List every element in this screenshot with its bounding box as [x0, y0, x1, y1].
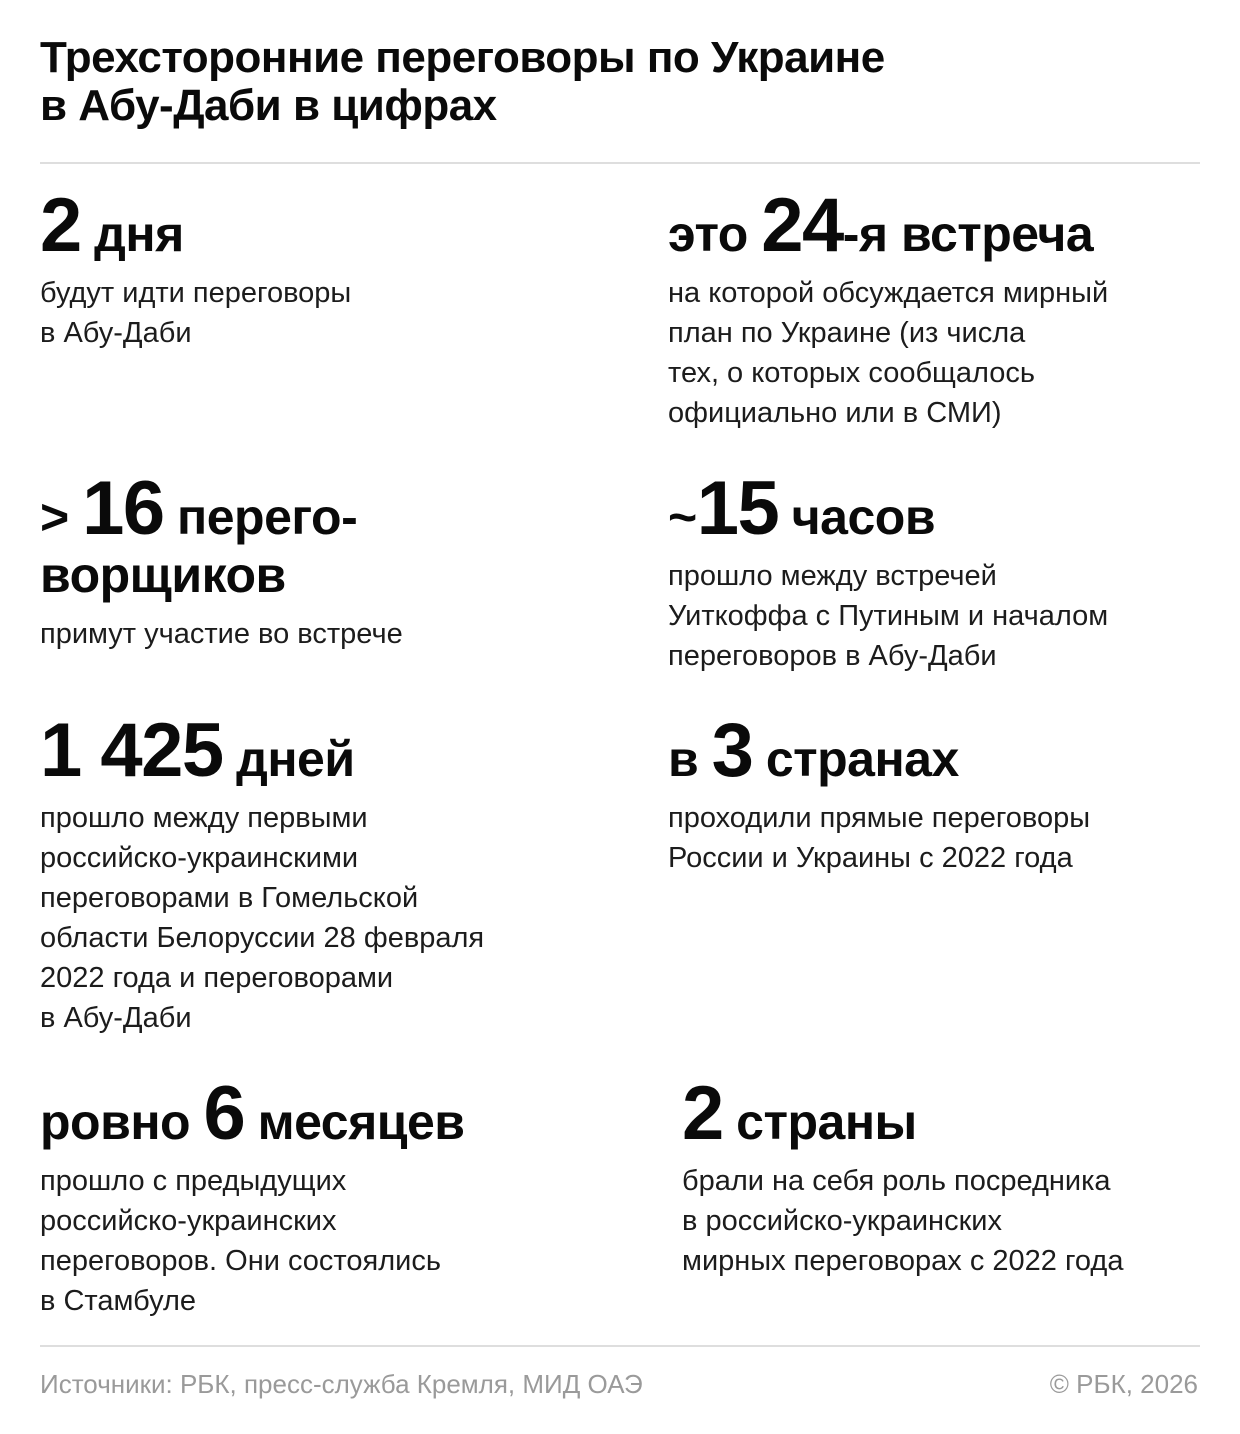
bottom-divider	[40, 1345, 1200, 1347]
stat-description-line: переговорами в Гомельской	[40, 882, 419, 914]
stat-description	[40, 273, 351, 353]
stat-description-line: российско-украинскими	[40, 842, 359, 874]
stat-description-line: Уиткоффа с Путиным и началом	[668, 600, 1109, 632]
stat-description-line: в российско-украинских	[682, 1205, 1002, 1237]
stat-description-line: 2022 года и переговорами	[40, 962, 394, 994]
stat-number: 1 425	[40, 708, 223, 793]
stat-headline	[40, 183, 351, 268]
stat-suffix: часов	[778, 489, 936, 545]
title-line-2: в Абу-Даби в цифрах	[40, 81, 497, 130]
stat-description-line: в Стамбуле	[40, 1285, 196, 1317]
stat-description	[40, 614, 403, 654]
stat-description	[668, 556, 1108, 676]
stat-hours	[668, 466, 1109, 676]
stat-prefix: >	[40, 489, 83, 545]
stat-description	[668, 273, 1108, 433]
stat-negotiators	[40, 466, 403, 654]
stat-prefix: это	[668, 206, 762, 262]
top-divider	[40, 162, 1200, 164]
stat-headline	[40, 466, 403, 604]
stat-description	[40, 798, 484, 1038]
stat-suffix: перего-	[163, 489, 358, 545]
stat-description	[682, 1161, 1123, 1281]
stat-suffix-line-2: ворщиков	[40, 547, 286, 603]
stat-number: 3	[711, 708, 753, 793]
stat-suffix: месяцев	[244, 1094, 465, 1150]
stat-headline	[682, 1071, 1123, 1156]
stat-number: 15	[696, 466, 779, 551]
stat-description-line: официально или в СМИ)	[668, 397, 1002, 429]
stat-description-line: переговоров. Они состоялись	[40, 1245, 441, 1277]
stat-description-line: примут участие во встрече	[40, 618, 403, 650]
stat-headline	[668, 466, 1108, 551]
title-line-1: Трехсторонние переговоры по Украине	[40, 33, 885, 82]
stat-number: 6	[203, 1071, 245, 1156]
stat-description-line: в Абу-Даби	[40, 317, 192, 349]
stat-headline	[40, 1071, 465, 1156]
stat-suffix: странах	[752, 731, 959, 787]
stat-number: 2	[682, 1071, 723, 1156]
stat-number: 24	[761, 183, 843, 268]
stat-meeting-number	[668, 183, 1109, 433]
stat-description-line: переговоров в Абу-Даби	[668, 640, 997, 672]
stat-prefix: ровно	[40, 1094, 204, 1150]
stat-description-line: в Абу-Даби	[40, 1002, 192, 1034]
stat-description-line: будут идти переговоры	[40, 277, 352, 309]
stat-suffix: страны	[722, 1094, 917, 1150]
page-title	[40, 34, 1200, 130]
stat-headline	[40, 708, 484, 793]
stat-mediator-countries	[682, 1071, 1124, 1281]
stat-description-line: области Белоруссии 28 февраля	[40, 922, 485, 954]
stat-number: 16	[82, 466, 164, 551]
stat-headline	[668, 708, 1090, 793]
stat-days-of-talks	[40, 183, 352, 353]
stat-description	[40, 1161, 465, 1321]
stat-prefix: ~	[668, 489, 697, 545]
stat-countries-direct-talks	[668, 708, 1091, 878]
stat-description-line: прошло между первыми	[40, 802, 368, 834]
stat-days-between-talks	[40, 708, 485, 1038]
copyright-note: © РБК, 2026	[1049, 1369, 1198, 1399]
stat-suffix: -я встреча	[842, 206, 1094, 262]
stat-number: 2	[40, 183, 81, 268]
stat-description-line: российско-украинских	[40, 1205, 337, 1237]
stat-description-line: проходили прямые переговоры	[668, 802, 1091, 834]
stat-description-line: мирных переговорах с 2022 года	[682, 1245, 1124, 1277]
stat-description-line: России и Украины с 2022 года	[668, 842, 1073, 874]
stat-description-line: на которой обсуждается мирный	[668, 277, 1109, 309]
stat-description	[668, 798, 1090, 878]
stat-months	[40, 1071, 465, 1321]
stat-suffix: дней	[222, 731, 355, 787]
stat-suffix: дня	[80, 206, 184, 262]
stat-prefix: в	[668, 731, 712, 787]
stat-description-line: план по Украине (из числа	[668, 317, 1026, 349]
stat-description-line: прошло между встречей	[668, 560, 997, 592]
stat-description-line: брали на себя роль посредника	[682, 1165, 1111, 1197]
stat-description-line: тех, о которых сообщалось	[668, 357, 1036, 389]
stat-headline	[668, 183, 1108, 268]
stat-description-line: прошло с предыдущих	[40, 1165, 347, 1197]
sources-note: Источники: РБК, пресс-служба Кремля, МИД ОАЭ	[40, 1369, 643, 1399]
